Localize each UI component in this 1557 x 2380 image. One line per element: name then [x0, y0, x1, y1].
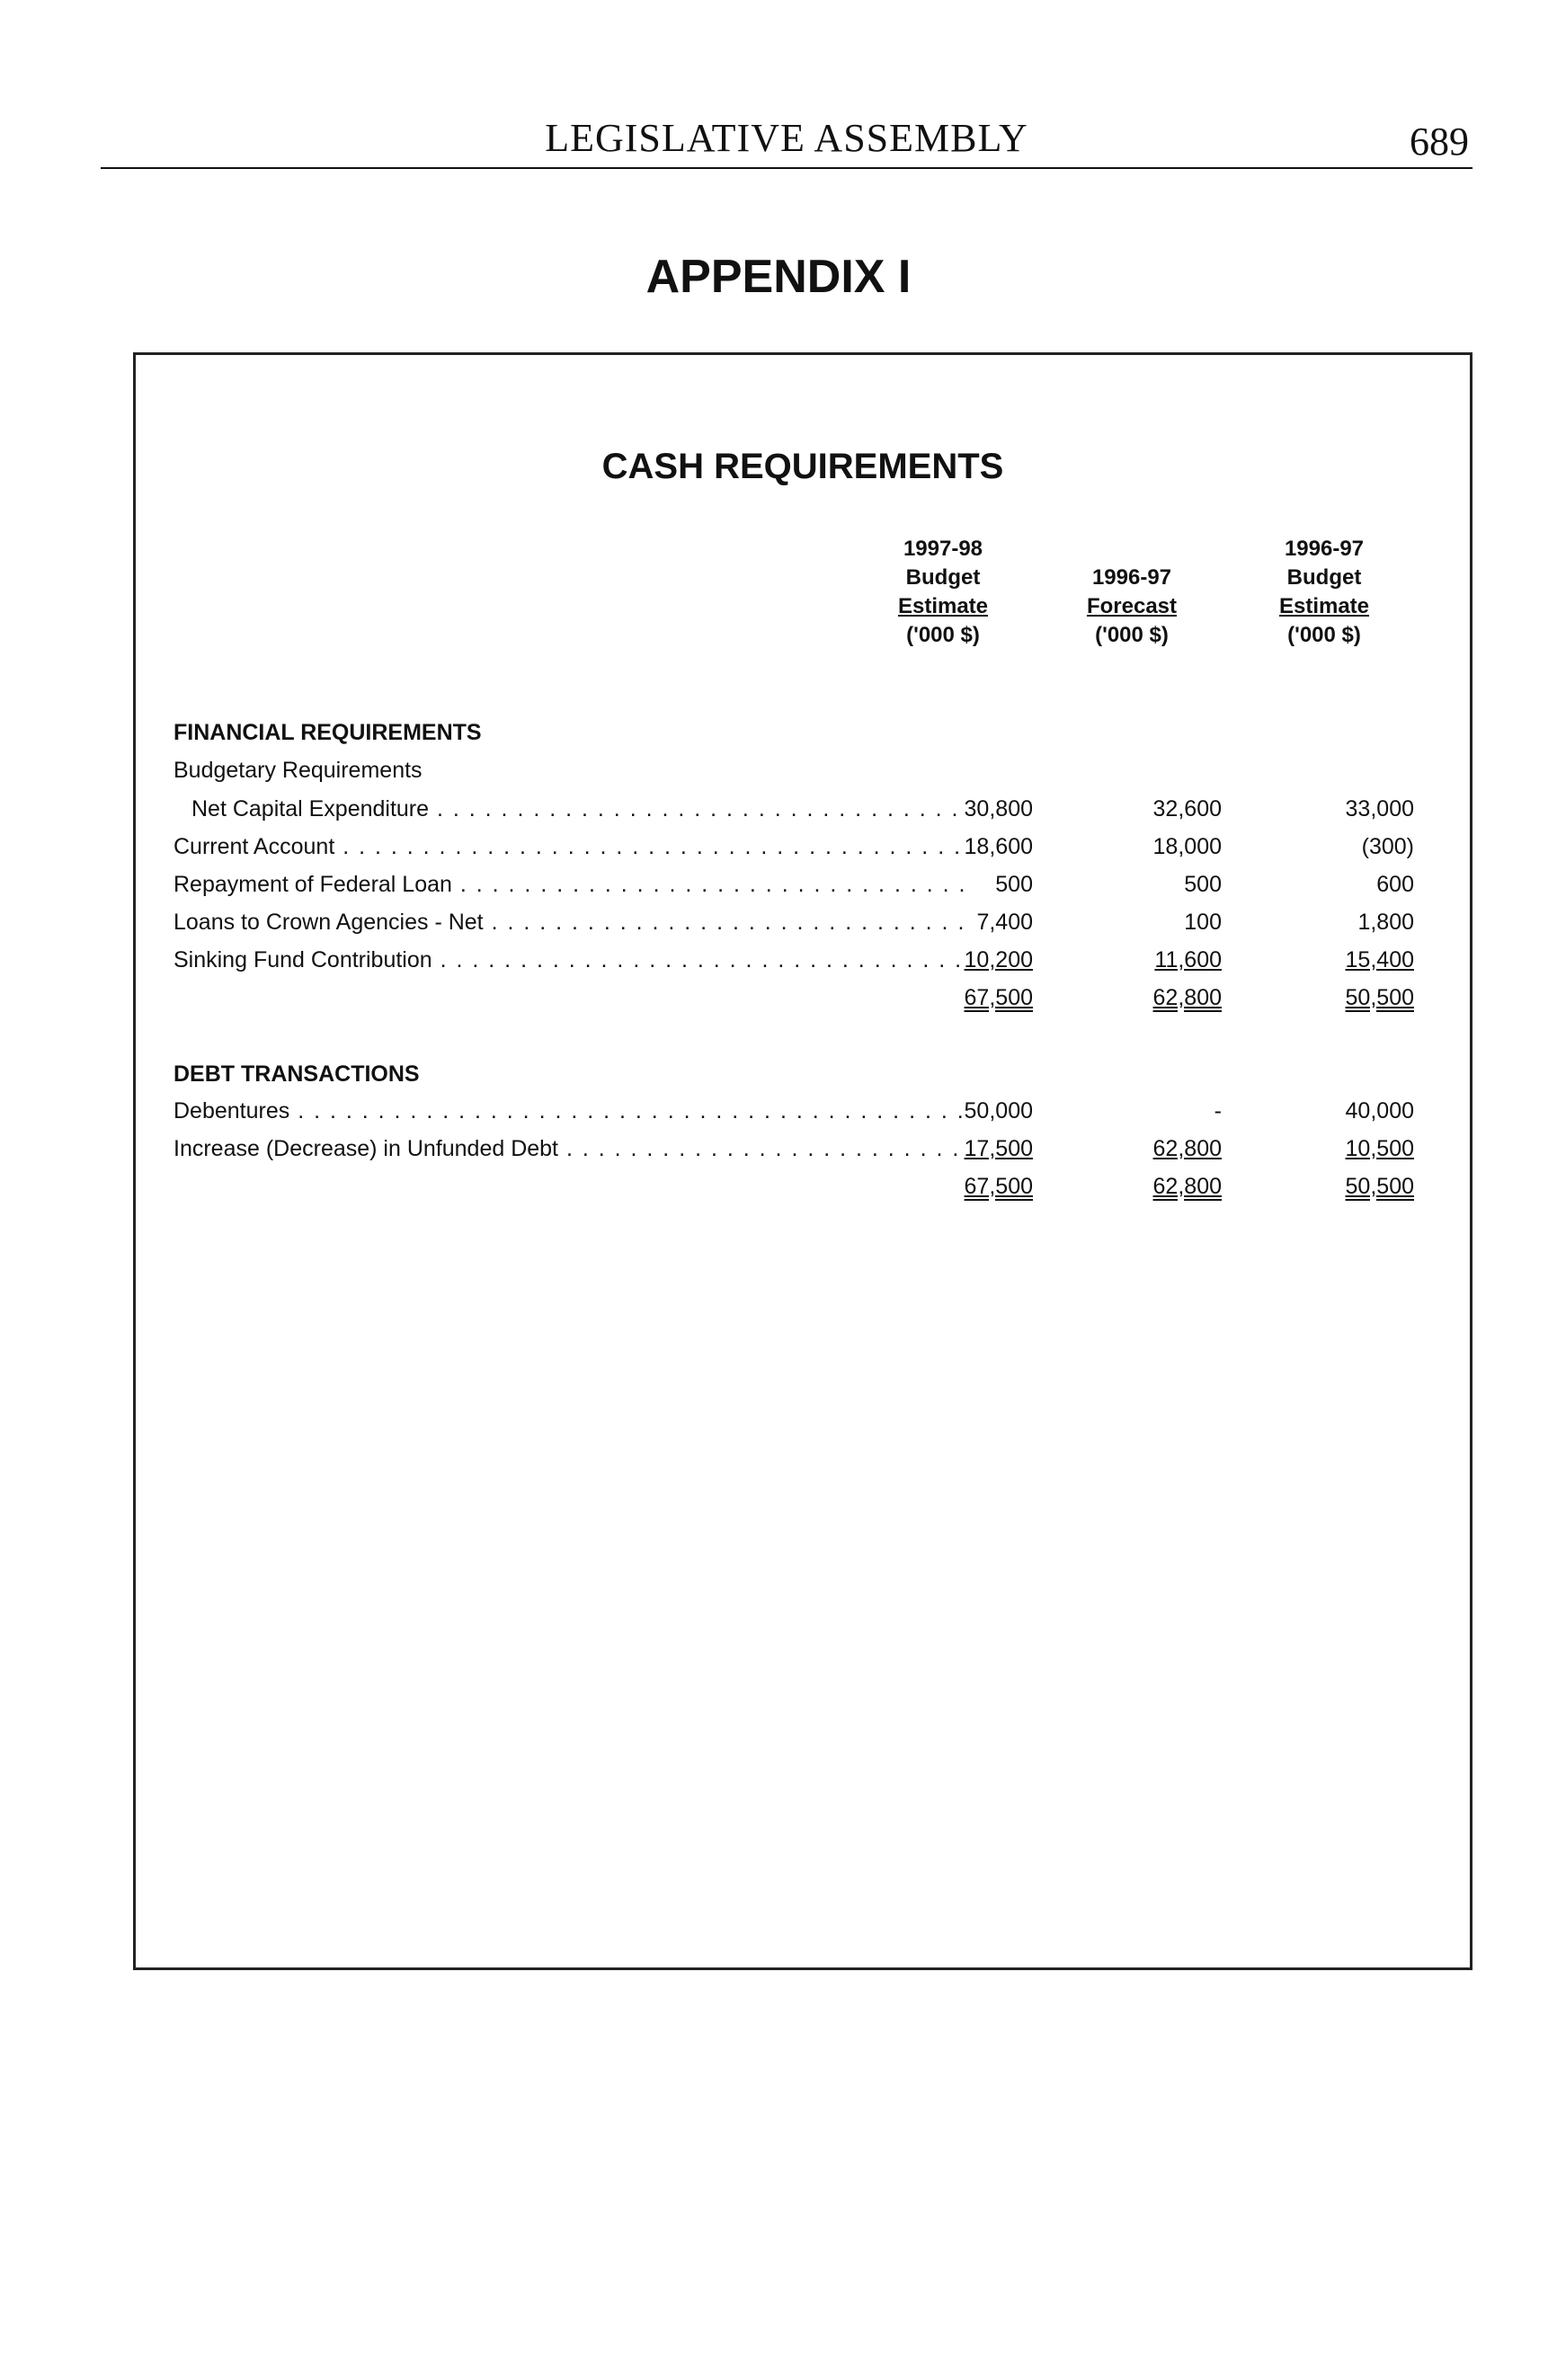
table-row	[136, 828, 1470, 866]
row-label: Loans to Crown Agencies - Net . . .	[173, 903, 969, 941]
cell-value: 500	[995, 872, 1033, 897]
cell-value: 32,600	[1152, 796, 1222, 821]
total-value: 67,500	[964, 1174, 1033, 1199]
cell-value: 17,500	[964, 1136, 1033, 1161]
cell-value: 1,800	[1357, 910, 1414, 935]
cell-value: 500	[1184, 872, 1222, 897]
column-header-line: 1997-98	[903, 537, 983, 561]
table-row	[136, 866, 1470, 903]
cell-value: 11,600	[1154, 947, 1222, 972]
table-frame	[133, 352, 1472, 1970]
column-header-line: Budget	[905, 565, 981, 590]
running-header	[101, 113, 1472, 169]
column-header-forecast-1996-97	[1042, 535, 1222, 650]
column-header-line: Estimate	[1278, 594, 1370, 618]
cell-value: -	[1214, 1098, 1222, 1123]
row-label: Repayment of Federal Loan . . .	[173, 866, 969, 903]
column-header-line: ('000 $)	[1287, 623, 1361, 647]
cell-value: 30,800	[964, 796, 1033, 821]
total-value: 62,800	[1152, 1174, 1222, 1199]
column-header-line: Estimate	[897, 594, 989, 618]
column-header-line: Forecast	[1086, 594, 1178, 618]
section-heading-debt: DEBT TRANSACTIONS	[173, 1061, 420, 1087]
cell-value: 33,000	[1345, 796, 1414, 821]
column-header-line: ('000 $)	[906, 623, 980, 647]
appendix-title: APPENDIX I	[645, 251, 912, 303]
total-row	[136, 979, 1470, 1017]
cell-value: 18,600	[964, 834, 1033, 859]
cell-value: 50,000	[964, 1098, 1033, 1123]
column-header-line: ('000 $)	[1095, 623, 1169, 647]
column-header-line	[1042, 535, 1222, 564]
cell-value: 10,200	[964, 947, 1033, 972]
running-title: LEGISLATIVE ASSEMBLY	[545, 116, 1028, 160]
column-header-line: Budget	[1286, 565, 1362, 590]
subheading-budgetary: Budgetary Requirements	[173, 758, 423, 783]
section-heading-financial: FINANCIAL REQUIREMENTS	[173, 720, 482, 745]
cell-value: 62,800	[1152, 1136, 1222, 1161]
table-row	[136, 1130, 1470, 1168]
cell-value: 10,500	[1345, 1136, 1414, 1161]
column-header-line: 1996-97	[1091, 565, 1172, 590]
cell-value: 600	[1376, 872, 1414, 897]
cell-value: 18,000	[1152, 834, 1222, 859]
column-header-budget-1996-97	[1234, 535, 1414, 650]
row-label: Debentures . . .	[173, 1092, 969, 1130]
total-value: 50,500	[1345, 985, 1414, 1010]
row-label: Sinking Fund Contribution . . .	[173, 941, 969, 979]
cell-value: 40,000	[1345, 1098, 1414, 1123]
row-label: Current Account . . .	[173, 828, 969, 866]
column-header-line: 1996-97	[1284, 537, 1365, 561]
table-title: CASH REQUIREMENTS	[601, 447, 1004, 486]
cell-value: 100	[1184, 910, 1222, 935]
total-value: 62,800	[1152, 985, 1222, 1010]
table-row	[136, 941, 1470, 979]
table-row	[136, 1092, 1470, 1130]
column-header-budget-1997-98	[853, 535, 1033, 650]
total-value: 50,500	[1345, 1174, 1414, 1199]
cell-value: 7,400	[976, 910, 1033, 935]
row-label: Increase (Decrease) in Unfunded Debt . . .	[173, 1130, 969, 1168]
table-row	[136, 790, 1470, 828]
cell-value: 15,400	[1345, 947, 1414, 972]
cell-value: (300)	[1361, 834, 1414, 859]
total-row	[136, 1168, 1470, 1205]
table-row	[136, 903, 1470, 941]
row-label: Net Capital Expenditure . . .	[191, 790, 969, 828]
page-number: 689	[1410, 120, 1469, 164]
total-value: 67,500	[964, 985, 1033, 1010]
